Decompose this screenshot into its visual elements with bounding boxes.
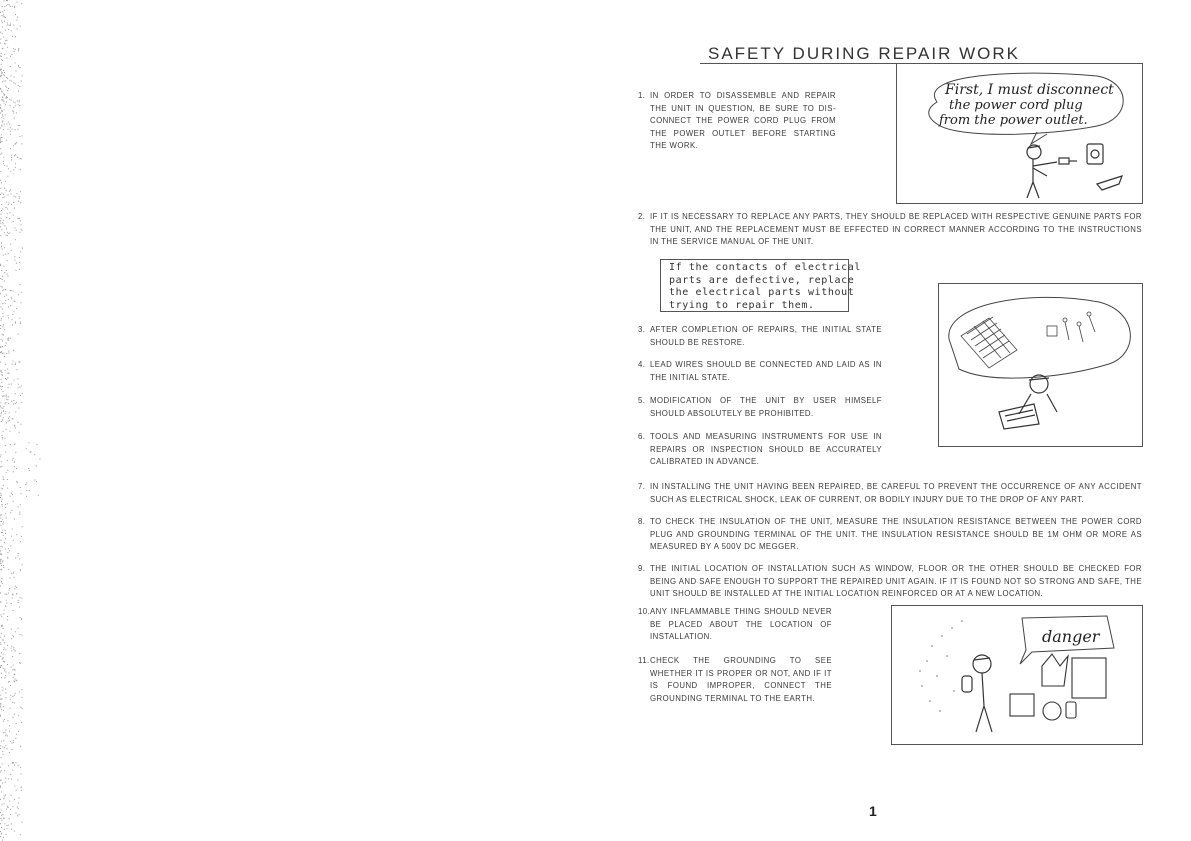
manual-page-icon: [961, 317, 1017, 368]
item-text: IN ORDER TO DISASSEMBLE AND REPAIR THE UNIT IN QUESTION, BE SURE TO DIS- CONNECT THE POWER CORD PLUG FROM THE POWER OUTLET BEFORE STARTING THE WORK.: [650, 91, 836, 151]
item-number: 4.: [638, 360, 646, 369]
item-text: IN INSTALLING THE UNIT HAVING BEEN REPAIRED, BE CAREFUL TO PREVENT THE OCCURRENCE OF ANY ACCIDENT SUCH AS ELECTRICAL SHOCK, LEAK OF CURRENT, OR BODILY INJURY DUE TO THE DROP OF ANY PART.: [650, 482, 1142, 504]
item-text: CHECK THE GROUNDING TO SEE WHETHER IT IS PROPER OR NOT, AND IF IT IS FOUND IMPROPER, CONNECT THE GROUNDING TERMINAL TO THE EARTH.: [650, 656, 832, 703]
danger-bubble-text: danger: [1042, 627, 1100, 646]
safety-item-5: [638, 395, 882, 420]
item-number: 6.: [638, 432, 646, 441]
bubble-1-line-3: from the power outlet.: [939, 113, 1088, 128]
safety-item-11: [638, 655, 832, 705]
bubble-1-line-2: the power cord plug: [949, 98, 1083, 113]
item-number: 2.: [638, 212, 646, 221]
item-number: 8.: [638, 517, 646, 526]
scan-edge-speckle: [0, 0, 42, 841]
heater-icon: [1042, 654, 1106, 698]
bubble-1-line-1: First, I must disconnect: [945, 82, 1114, 98]
safety-item-6: [638, 431, 882, 469]
page-number: 1: [869, 803, 877, 819]
illustration-danger-box: [891, 605, 1143, 745]
item-number: 1.: [638, 91, 646, 100]
caption-line-2: parts are defective, replace: [669, 274, 855, 286]
safety-item-4: [638, 359, 882, 384]
illustration-manual-box: [938, 283, 1143, 447]
item-text: IF IT IS NECESSARY TO REPLACE ANY PARTS, THEY SHOULD BE REPLACED WITH RESPECTIVE GENUINE PARTS FOR THE UNIT, AND THE REPLACEMENT MUST BE EFFECTED IN CORRECT MANNER ACCORDING TO THE INSTRUCTIONS IN THE SERVICE MANUAL OF THE UNIT.: [650, 212, 1142, 247]
item-text: AFTER COMPLETION OF REPAIRS, THE INITIAL STATE SHOULD BE RESTORE.: [650, 325, 882, 347]
safety-item-8: [638, 516, 1142, 554]
page-title: SAFETY DURING REPAIR WORK: [708, 44, 1020, 63]
item-text: MODIFICATION OF THE UNIT BY USER HIMSELF SHOULD ABSOLUTELY BE PROHIBITED.: [650, 396, 882, 418]
reading-man-icon: [999, 375, 1057, 429]
illustration-unplug-box: [896, 63, 1143, 204]
safety-item-3: [638, 324, 882, 349]
safety-item-7: [638, 481, 1142, 506]
safety-item-10: [638, 606, 832, 644]
safety-item-1: [638, 90, 836, 153]
man-with-spray-icon: [962, 655, 992, 732]
manual-illustration: [939, 284, 1142, 446]
item-number: 10.: [638, 607, 651, 616]
fuel-cans-icon: [1010, 694, 1076, 720]
man-figure-icon: [1027, 145, 1057, 198]
safety-item-2: [638, 211, 1142, 249]
item-text: ANY INFLAMMABLE THING SHOULD NEVER BE PLACED ABOUT THE LOCATION OF INSTALLATION.: [650, 607, 832, 642]
item-number: 3.: [638, 325, 646, 334]
item-text: TO CHECK THE INSULATION OF THE UNIT, MEASURE THE INSULATION RESISTANCE BETWEEN THE POWER CORD PLUG AND GROUNDING TERMINAL OF THE UNIT. THE INSULATION RESISTANCE SHOULD BE 1M OHM OR MORE AS MEASURED BY A 500V DC MEGGER.: [650, 517, 1142, 552]
item-number: 11.: [638, 656, 650, 665]
item-text: THE INITIAL LOCATION OF INSTALLATION SUCH AS WINDOW, FLOOR OR THE OTHER SHOULD BE CHECKED FOR BEING AND SAFE ENOUGH TO SUPPORT THE REPAIRED UNIT AGAIN. IF IT IS FOUND NOT SO STRONG AND SAFE, THE UNIT SHOULD BE INSTALLED AT THE INITIAL LOCATION REINFORCED OR AT A NEW LOCATION.: [650, 564, 1142, 599]
circuit-parts-icon: [1047, 312, 1095, 342]
caption-box: [660, 259, 861, 312]
safety-item-9: [638, 563, 1142, 601]
item-text: LEAD WIRES SHOULD BE CONNECTED AND LAID AS IN THE INITIAL STATE.: [650, 360, 882, 382]
spray-dots-icon: [919, 620, 963, 712]
danger-illustration: [892, 606, 1142, 744]
item-number: 7.: [638, 482, 646, 491]
unplug-illustration: [897, 64, 1142, 203]
item-text: TOOLS AND MEASURING INSTRUMENTS FOR USE IN REPAIRS OR INSPECTION SHOULD BE ACCURATELY CALIBRATED IN ADVANCE.: [650, 432, 882, 467]
outlet-icon: [1059, 144, 1122, 190]
caption-line-3: the electrical parts without: [669, 287, 855, 299]
item-number: 9.: [638, 564, 646, 573]
item-number: 5.: [638, 396, 646, 405]
caption-line-1: If the contacts of electrical: [669, 262, 861, 273]
caption-line-4: trying to repair them.: [669, 299, 815, 311]
